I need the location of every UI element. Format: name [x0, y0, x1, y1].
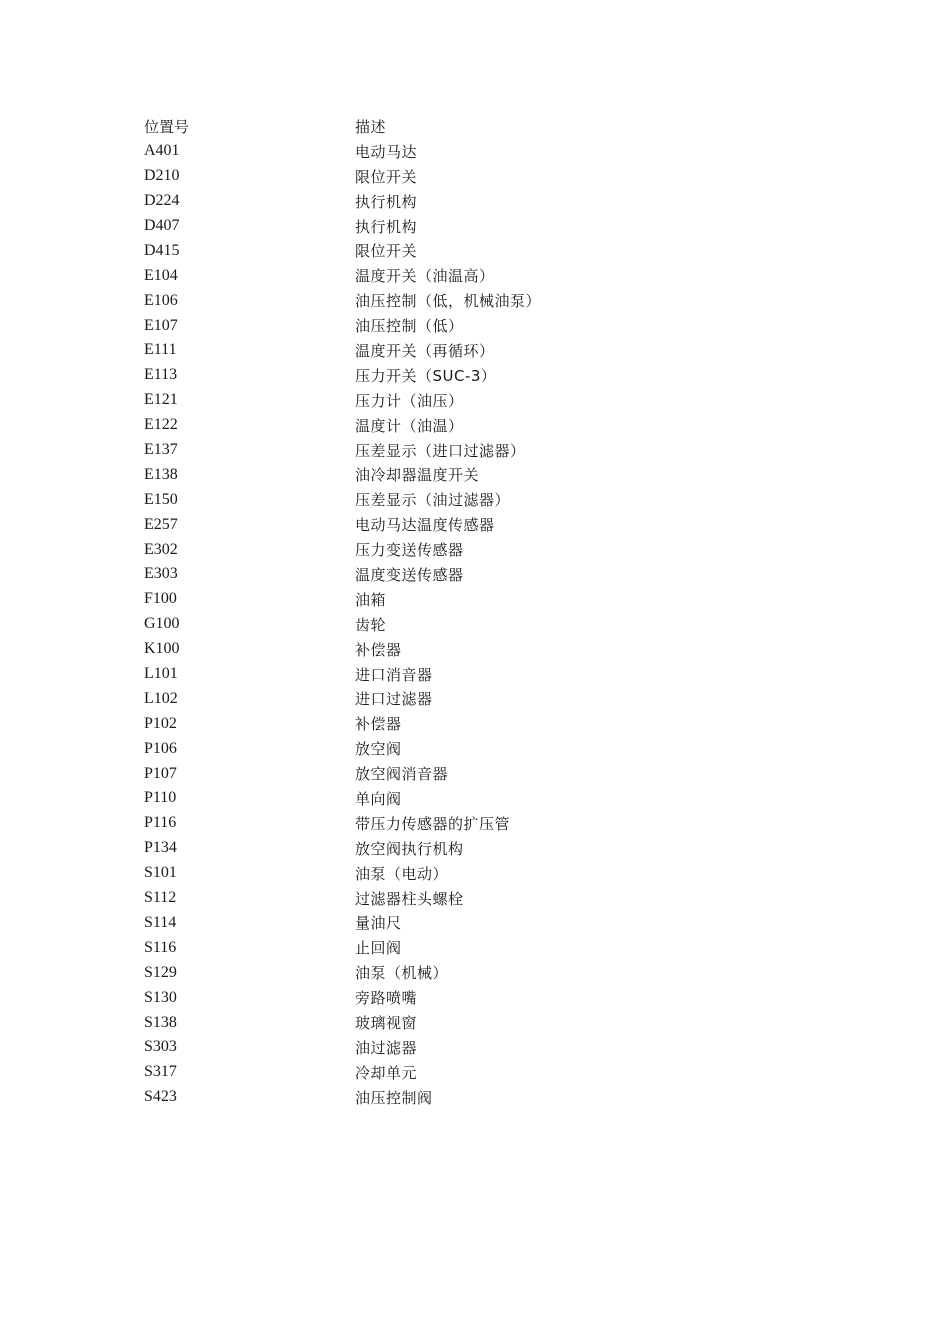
row-description: 放空阀执行机构: [355, 839, 464, 858]
row-description: 冷却单元: [355, 1063, 418, 1082]
row-position: D415: [144, 241, 180, 259]
table-row: [144, 462, 541, 487]
row-position: L101: [144, 665, 178, 683]
row-position: A401: [144, 142, 180, 160]
row-description: 单向阀: [355, 789, 402, 808]
row-description: 量油尺: [355, 914, 402, 933]
table-row: [144, 786, 541, 811]
table-row: [144, 562, 541, 587]
table-row: [144, 711, 541, 736]
row-description: 油冷却器温度开关: [355, 466, 480, 485]
row-position: K100: [144, 640, 180, 658]
row-description: 齿轮: [355, 615, 387, 634]
row-position: P110: [144, 789, 177, 807]
row-position: F100: [144, 590, 177, 608]
row-position: S112: [144, 889, 177, 907]
row-description: 旁路喷嘴: [355, 989, 418, 1008]
table-body: [144, 139, 541, 1110]
row-description: 执行机构: [355, 192, 418, 211]
table-row: [144, 1010, 541, 1035]
row-position: E257: [144, 515, 178, 533]
row-description: 过滤器柱头螺栓: [355, 889, 464, 908]
row-description: 油泵（电动）: [355, 864, 449, 883]
row-position: E150: [144, 490, 178, 508]
table-row: [144, 637, 541, 662]
header-position: 位置号: [144, 117, 190, 136]
table-row: [144, 413, 541, 438]
row-position: E111: [144, 341, 177, 359]
table-row: [144, 985, 541, 1010]
row-description: 压差显示（油过滤器）: [355, 491, 511, 510]
table-row: [144, 363, 541, 388]
row-description: 电动马达温度传感器: [355, 516, 495, 535]
row-description: 进口过滤器: [355, 690, 433, 709]
row-description: 油箱: [355, 590, 387, 609]
table-row: [144, 1085, 541, 1110]
table-row: [144, 935, 541, 960]
table-row: [144, 836, 541, 861]
table-row: [144, 189, 541, 214]
row-position: E121: [144, 391, 178, 409]
row-description: 放空阀消音器: [355, 765, 449, 784]
row-position: E302: [144, 540, 178, 558]
table-row: [144, 1035, 541, 1060]
table-row: [144, 487, 541, 512]
row-position: E303: [144, 565, 178, 583]
table-row: [144, 1060, 541, 1085]
row-position: E113: [144, 366, 178, 384]
row-position: E107: [144, 316, 178, 334]
table-row: [144, 164, 541, 189]
table-row: [144, 139, 541, 164]
row-description: 放空阀: [355, 740, 402, 759]
table-row: [144, 886, 541, 911]
row-description: 温度开关（再循环）: [355, 341, 495, 360]
row-description: 油压控制（低，机械油泵）: [355, 292, 542, 311]
table-row: [144, 612, 541, 637]
row-description: 压差显示（进口过滤器）: [355, 441, 526, 460]
table-header-row: [144, 114, 541, 139]
row-description: 进口消音器: [355, 665, 433, 684]
table-row: [144, 911, 541, 936]
row-description: 油泵（机械）: [355, 964, 449, 983]
row-position: S116: [144, 938, 177, 956]
table-row: [144, 960, 541, 985]
table-row: [144, 263, 541, 288]
row-description: 限位开关: [355, 242, 418, 261]
table-row: [144, 662, 541, 687]
row-description: 止回阀: [355, 939, 402, 958]
row-position: L102: [144, 689, 178, 707]
row-position: D210: [144, 167, 180, 185]
table-row: [144, 587, 541, 612]
row-position: G100: [144, 615, 180, 633]
table-row: [144, 537, 541, 562]
table-row: [144, 686, 541, 711]
table-row: [144, 313, 541, 338]
row-position: S114: [144, 913, 177, 931]
table-row: [144, 811, 541, 836]
row-position: E137: [144, 441, 178, 459]
table-row: [144, 338, 541, 363]
row-description: 限位开关: [355, 167, 418, 186]
table-row: [144, 736, 541, 761]
row-position: P134: [144, 839, 177, 857]
row-position: S101: [144, 864, 177, 882]
row-position: D224: [144, 192, 180, 210]
row-description: 油压控制阀: [355, 1088, 433, 1107]
row-position: P102: [144, 714, 177, 732]
row-description: 补偿器: [355, 715, 402, 734]
table-row: [144, 861, 541, 886]
row-description: 油过滤器: [355, 1038, 418, 1057]
row-position: P116: [144, 814, 177, 832]
row-description: 压力计（油压）: [355, 391, 464, 410]
row-position: D407: [144, 217, 180, 234]
row-description: 执行机构: [355, 217, 418, 236]
row-position: E138: [144, 465, 178, 483]
header-description: 描述: [355, 117, 387, 136]
table-row: [144, 512, 541, 537]
table-row: [144, 761, 541, 786]
row-description: 温度计（油温）: [355, 416, 464, 435]
table-row: [144, 388, 541, 413]
row-position: P107: [144, 764, 177, 782]
parts-table: [144, 114, 541, 1110]
table-row: [144, 238, 541, 263]
row-position: S129: [144, 963, 177, 981]
row-description: 玻璃视窗: [355, 1014, 418, 1032]
row-position: E122: [144, 416, 178, 434]
row-description: 压力变送传感器: [355, 541, 464, 560]
row-description: 油压控制（低）: [355, 317, 464, 336]
table-row: [144, 438, 541, 463]
row-description: 补偿器: [355, 640, 402, 659]
row-position: S423: [144, 1088, 177, 1106]
row-position: E104: [144, 266, 178, 284]
row-position: E106: [144, 291, 178, 309]
row-description: 压力开关（SUC-3）: [355, 366, 497, 385]
row-position: S303: [144, 1038, 177, 1056]
row-position: P106: [144, 739, 177, 757]
row-position: S138: [144, 1013, 177, 1031]
row-description: 温度开关（油温高）: [355, 267, 495, 286]
table-row: [144, 288, 541, 313]
row-description: 电动马达: [355, 142, 418, 161]
row-position: S317: [144, 1063, 177, 1081]
row-position: S130: [144, 988, 177, 1006]
row-description: 带压力传感器的扩压管: [355, 814, 511, 833]
row-description: 温度变送传感器: [355, 565, 464, 584]
table-row: [144, 214, 541, 239]
